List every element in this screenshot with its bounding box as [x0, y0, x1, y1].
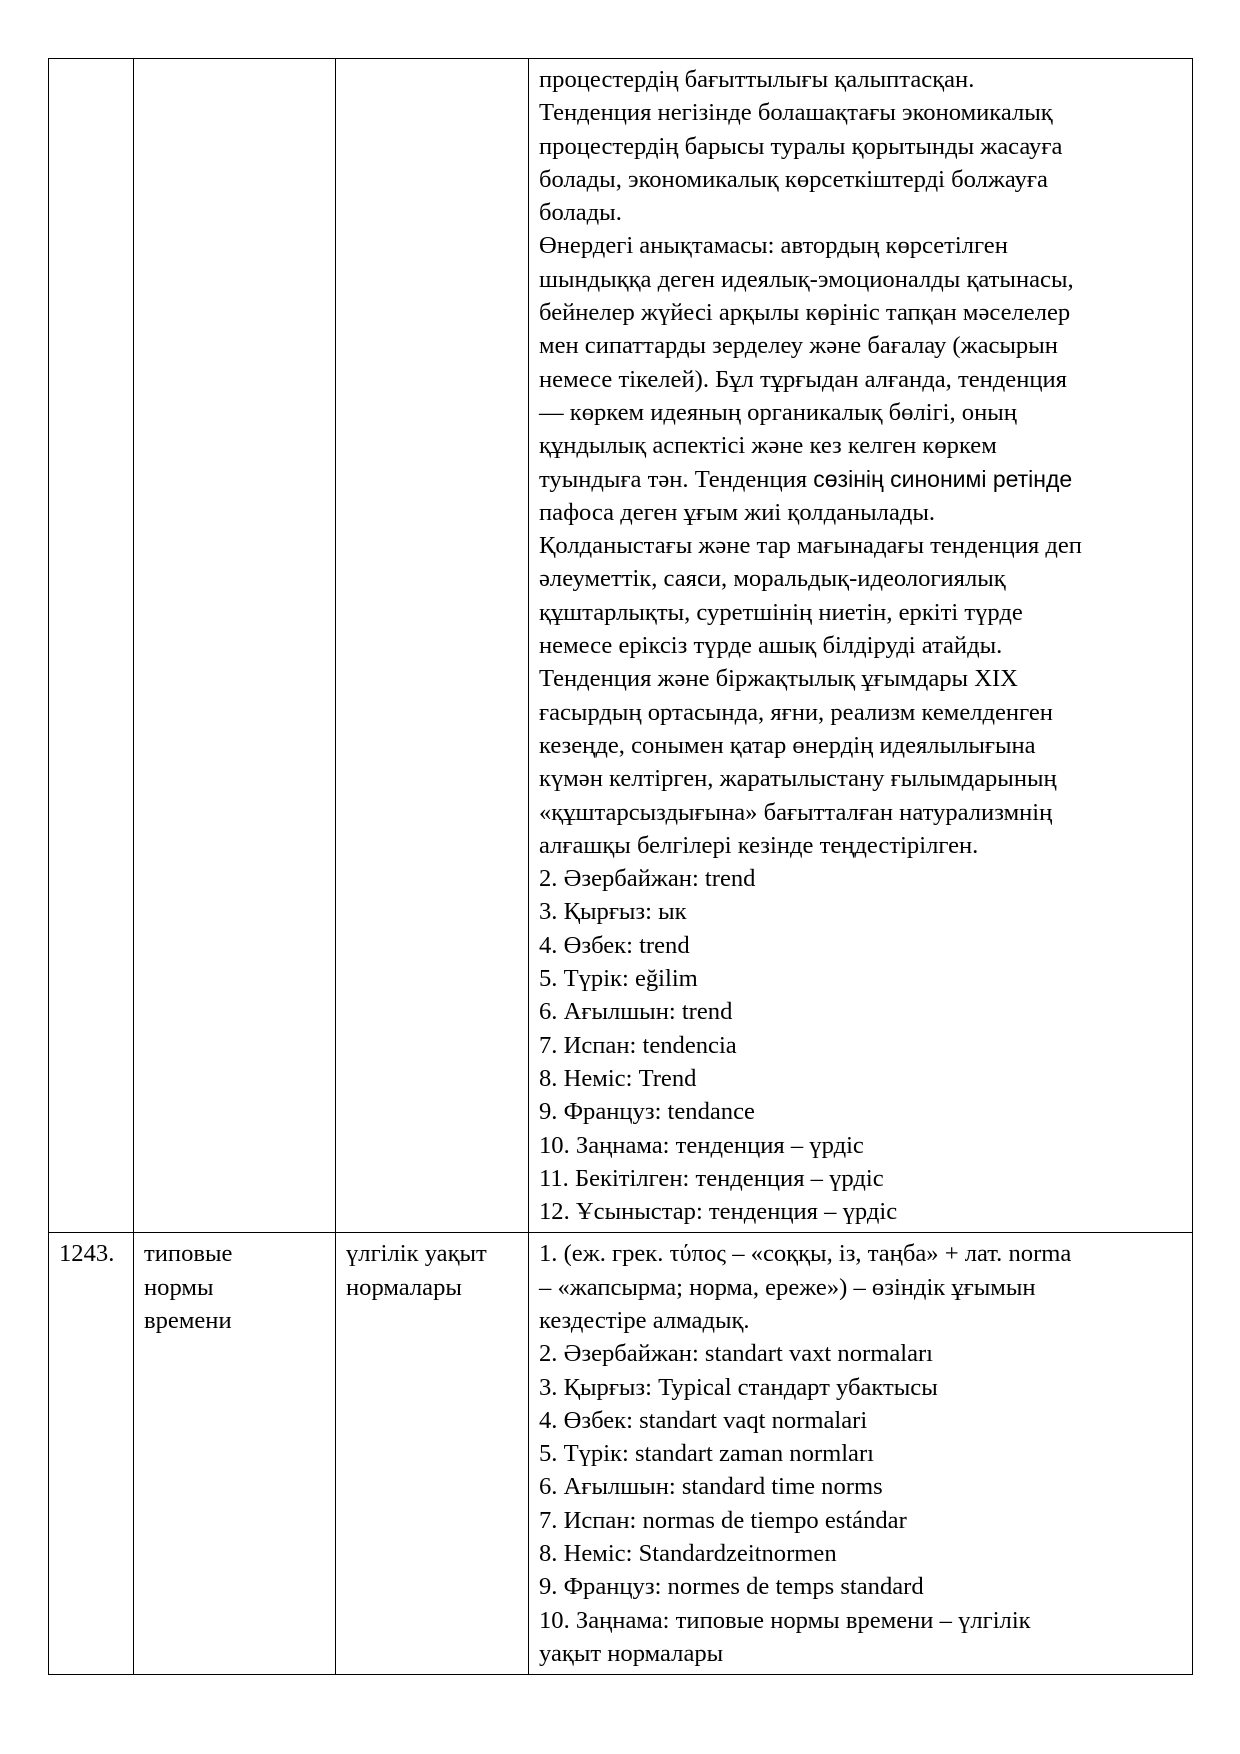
translation-line: 4. Өзбек: trend [539, 931, 690, 959]
description-line: кезеңде, сонымен қатар өнердің идеялылығына [539, 731, 1036, 759]
description-line: Тенденция негізінде болашақтағы экономикалық [539, 99, 1053, 127]
description-line: кездестіре алмадық. [539, 1306, 750, 1334]
glossary-table [48, 58, 1193, 1675]
term-russian-line: нормы [144, 1273, 214, 1301]
translation-line: 9. Француз: normes de temps standard [539, 1573, 924, 1601]
description-line: мен сипаттарды зерделеу және бағалау (жасырын [539, 332, 1058, 360]
description-line: болады. [539, 199, 622, 227]
description-line: алғашқы белгілері кезінде теңдестірілген. [539, 831, 979, 859]
description-line: немесе еріксіз түрде ашық білдіруді атайды. [539, 632, 1003, 660]
entry-number [49, 59, 134, 1233]
description-line: — көркем идеяның органикалық бөлігі, оның [539, 398, 1017, 426]
description-text: туындыға тән. Тенденция [539, 465, 814, 493]
description-line: Тенденция және біржақтылық ұғымдары XIX [539, 665, 1018, 693]
translation-line: 3. Қырғыз: Typical стандарт убактысы [539, 1373, 938, 1401]
description-line: «құштарсыздығына» бағытталған натурализмнің [539, 798, 1053, 826]
term-kazakh [336, 1233, 529, 1675]
description-line: немесе тікелей). Бұл тұрғыдан алғанда, тенденция [539, 365, 1067, 393]
translation-line: 9. Француз: tendance [539, 1098, 755, 1126]
term-kazakh-line: үлгілік уақыт [346, 1240, 487, 1268]
translation-line: 4. Өзбек: standart vaqt normalari [539, 1406, 868, 1434]
term-russian [134, 59, 336, 1233]
translation-line: 5. Түрік: standart zaman normları [539, 1440, 874, 1468]
description-line: Қолданыстағы және тар мағынадағы тенденция деп [539, 532, 1082, 560]
term-russian-line: типовые [144, 1240, 233, 1268]
term-russian [134, 1233, 336, 1675]
translation-line: 6. Ағылшын: trend [539, 998, 733, 1026]
description-line: процестердің бағыттылығы қалыптасқан. [539, 66, 975, 93]
translation-line: 10. Заңнама: тенденция – үрдіс [539, 1131, 864, 1159]
translation-line: 3. Қырғыз: ык [539, 898, 687, 926]
description-line: 1. (еж. грек. τύπος – «соққы, із, таңба» + лат. norma [539, 1240, 1072, 1268]
entry-description [529, 59, 1193, 1233]
description-line-mixed [539, 463, 1184, 496]
entry-number: 1243. [49, 1233, 134, 1675]
description-line: құндылық аспектісі және кез келген көркем [539, 432, 997, 460]
description-sans-text: сөзінің синонимі ретінде [813, 465, 1073, 492]
translation-line: 7. Испан: normas de tiempo estándar [539, 1506, 907, 1534]
description-line: болады, экономикалық көрсеткіштерді болжауға [539, 165, 1048, 193]
description-line: құштарлықты, суретшінің ниетін, еркіті түрде [539, 598, 1023, 626]
description-line: әлеуметтік, саяси, моральдық-идеологиялық [539, 565, 1006, 593]
term-kazakh-line: нормалары [346, 1273, 462, 1301]
translation-line: 5. Түрік: eğilim [539, 965, 698, 993]
translation-line: 12. Ұсыныстар: тенденция – үрдіс [539, 1198, 898, 1226]
table-row [49, 59, 1193, 1233]
description-line: ғасырдың ортасында, яғни, реализм кемелденген [539, 698, 1053, 726]
term-russian-line: времени [144, 1306, 232, 1334]
table-row [49, 1233, 1193, 1675]
description-line: – «жапсырма; норма, ереже») – өзіндік ұғымын [539, 1273, 1036, 1301]
translation-line: 6. Ағылшын: standard time norms [539, 1473, 883, 1501]
description-line: шындыққа деген идеялық-эмоционалды қатынасы, [539, 265, 1074, 293]
description-line: Өнердегі анықтамасы: автордың көрсетілген [539, 232, 1008, 260]
translation-line: 8. Неміс: Trend [539, 1064, 697, 1092]
description-line: бейнелер жүйесі арқылы көрініс тапқан мәселелер [539, 299, 1071, 327]
translation-line: 10. Заңнама: типовые нормы времени – үлгілік [539, 1606, 1031, 1634]
entry-description [529, 1233, 1193, 1675]
description-line: күмән келтірген, жаратылыстану ғылымдарының [539, 765, 1057, 793]
translation-line: уақыт нормалары [539, 1639, 724, 1667]
translation-line: 8. Неміс: Standardzeitnormen [539, 1540, 837, 1568]
translation-line: 2. Әзербайжан: trend [539, 865, 756, 893]
translation-line: 11. Бекітілген: тенденция – үрдіс [539, 1164, 884, 1192]
description-line: пафоса деген ұғым жиі қолданылады. [539, 498, 936, 526]
term-kazakh [336, 59, 529, 1233]
description-line: процестердің барысы туралы қорытынды жасауға [539, 132, 1063, 160]
translation-line: 2. Әзербайжан: standart vaxt normaları [539, 1340, 934, 1368]
translation-line: 7. Испан: tendencia [539, 1031, 737, 1059]
